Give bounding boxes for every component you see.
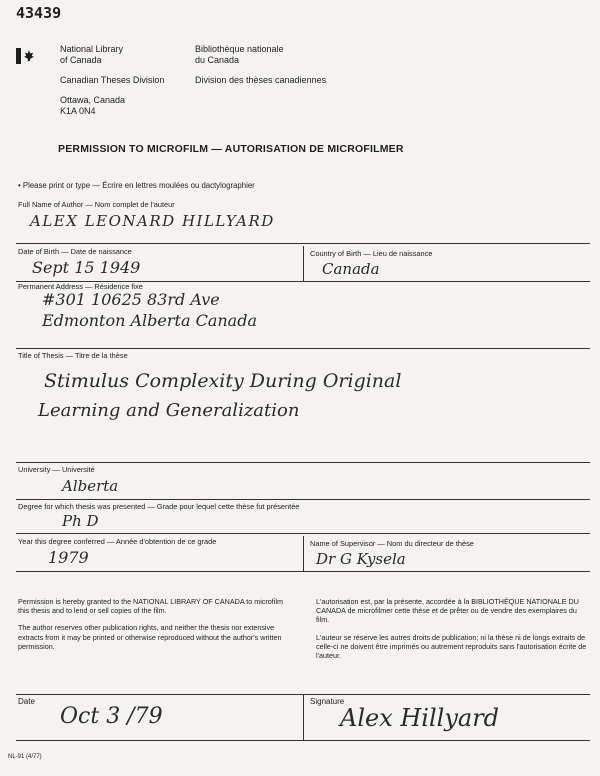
agency-fr xyxy=(195,44,284,66)
permission-fr-1: L'autorisation est, par la présente, accordée à la BIBLIOTHÈQUE NATIONALE DU CANADA de microfilmer cette thèse et de prêter ou de vendre des exemplaires du film. xyxy=(316,597,579,625)
permission-en-1: Permission is hereby granted to the NATIONAL LIBRARY OF CANADA to microfilm this thesis and to lend or sell copies of the film. xyxy=(18,597,283,616)
permission-fr xyxy=(316,597,588,660)
date-label: Date xyxy=(18,697,35,706)
permission-en xyxy=(18,597,290,651)
thesis-line-1[interactable]: Stimulus Complexity During Original xyxy=(44,370,402,392)
thesis-line-2[interactable]: Learning and Generalization xyxy=(38,400,300,421)
supervisor-value[interactable]: Dr G Kysela xyxy=(316,550,406,568)
permission-en-2: The author reserves other publication rights, and neither the thesis nor extensive extracts from it may be printed or otherwise reproduced without the author's written permission. xyxy=(18,623,282,651)
agency-fr-name-2: du Canada xyxy=(195,55,240,65)
signature-value[interactable]: Alex Hillyard xyxy=(340,704,500,732)
university-label: University — Université xyxy=(18,465,95,474)
degree-label: Degree for which thesis was presented — Grade pour lequel cette thèse fut présentée xyxy=(18,502,300,511)
year-value[interactable]: 1979 xyxy=(48,548,89,567)
thesis-label: Title of Thesis — Titre de la thèse xyxy=(18,351,128,360)
address-line-2[interactable]: Edmonton Alberta Canada xyxy=(42,311,257,330)
instruction-text: • Please print or type — Écrire en lettres moulées ou dactylographier xyxy=(18,181,255,190)
division-en: Canadian Theses Division xyxy=(60,75,165,85)
agency-fr-name-1: Bibliothèque nationale xyxy=(195,44,284,54)
address-block xyxy=(60,95,125,117)
document-number: 43439 xyxy=(16,4,62,22)
university-value[interactable]: Alberta xyxy=(62,477,119,495)
signature-label: Signature xyxy=(310,697,345,706)
year-label: Year this degree conferred — Année d'obtention de ce grade xyxy=(18,537,217,546)
agency-city: Ottawa, Canada xyxy=(60,95,126,105)
form-title: PERMISSION TO MICROFILM — AUTORISATION DE MICROFILMER xyxy=(58,143,404,155)
canada-flag-icon xyxy=(16,48,42,64)
form-code: NL-91 (4/77) xyxy=(8,754,42,760)
division-fr: Division des thèses canadiennes xyxy=(195,75,327,85)
country-label: Country of Birth — Lieu de naissance xyxy=(310,249,433,258)
date-value[interactable]: Oct 3 /79 xyxy=(60,704,163,729)
dob-value[interactable]: Sept 15 1949 xyxy=(32,258,141,277)
address-line-1[interactable]: #301 10625 83rd Ave xyxy=(42,290,220,309)
agency-en-name-2: of Canada xyxy=(60,55,102,65)
permission-fr-2: L'auteur se réserve les autres droits de publication; ni la thèse ni de longs extraits de celle-ci ne doivent être imprimés ou autrement reproduits sans l'autorisation écrite de l'auteur. xyxy=(316,632,587,661)
country-value[interactable]: Canada xyxy=(322,260,380,278)
author-label: Full Name of Author — Nom complet de l'auteur xyxy=(18,200,175,209)
address-label: Permanent Address — Résidence fixe xyxy=(18,282,143,291)
agency-en-name-1: National Library xyxy=(60,44,124,54)
degree-value[interactable]: Ph D xyxy=(62,512,99,530)
dob-label: Date of Birth — Date de naissance xyxy=(18,247,132,256)
agency-en xyxy=(60,44,123,66)
supervisor-label: Name of Supervisor — Nom du directeur de thèse xyxy=(310,539,474,548)
author-value[interactable]: ALEX LEONARD HILLYARD xyxy=(30,212,275,230)
agency-postal: K1A 0N4 xyxy=(60,106,96,116)
